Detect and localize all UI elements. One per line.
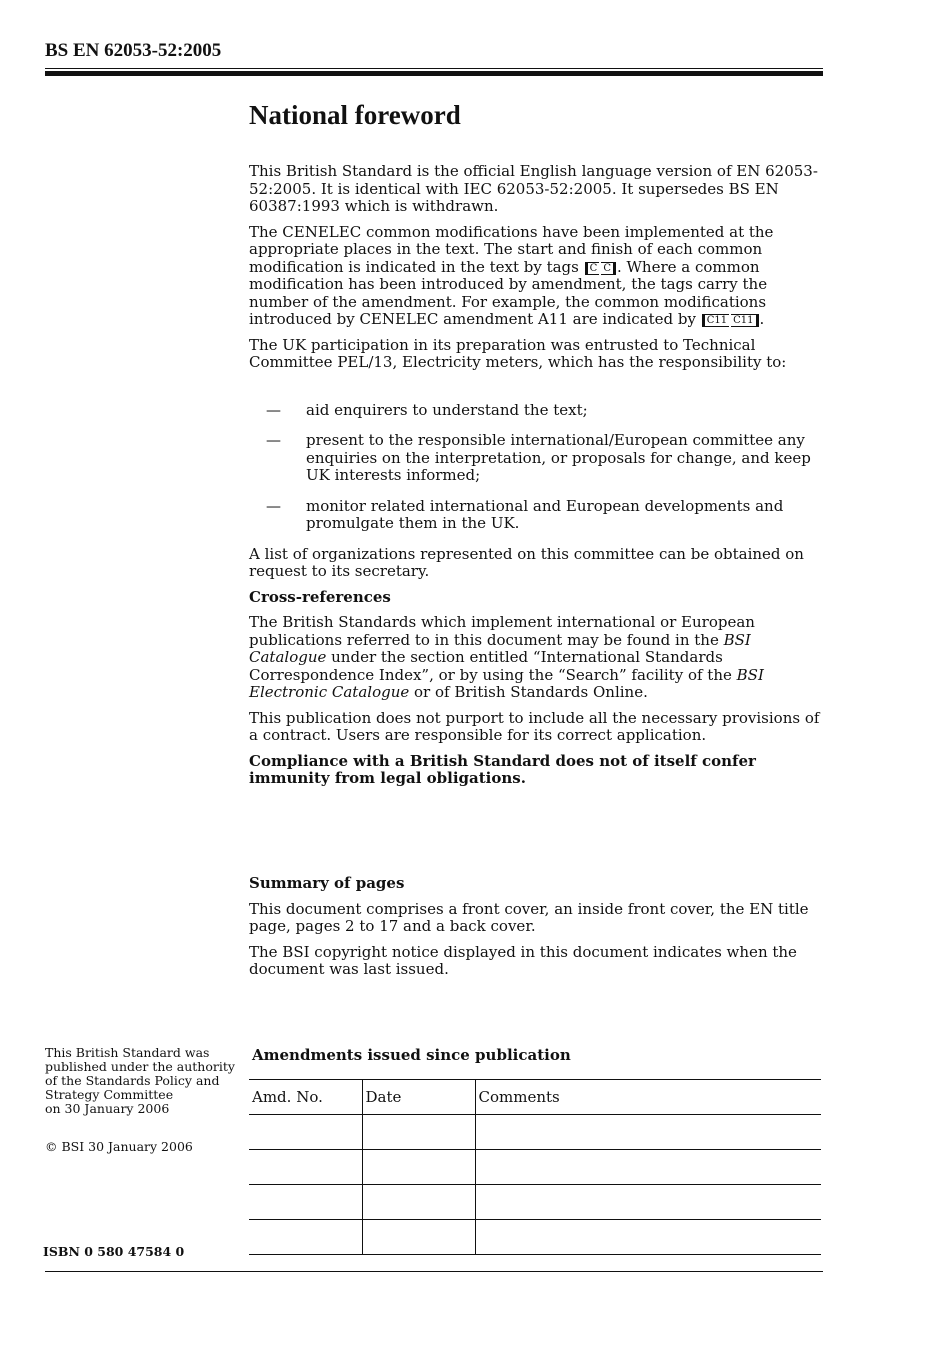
copyright-notice-paragraph: The BSI copyright notice displayed in this document indicates when the document was last issued. [249,942,797,978]
isbn: ISBN 0 580 47584 0 [43,1244,185,1259]
dash-bullet: — [266,496,281,515]
tag-c11-close: C11 [731,314,758,327]
tag-c-open: C [585,262,600,275]
amendments-table [249,1079,821,1255]
column-header-comments: Comments [475,1080,821,1115]
tag-c-close: C [601,262,616,275]
column-header-date: Date [362,1080,475,1115]
header-rule-thick [45,71,823,76]
foreword-body [249,163,823,796]
header-rule-thin [45,68,823,69]
responsibility-list [249,402,823,533]
page-title: National foreword [249,100,461,130]
publication-note: This British Standard was published under the authority of the Standards Policy and Strategy Committee on 30 January 2006 [45,1045,235,1116]
document-standard-id: BS EN 62053-52:2005 [45,40,222,61]
dash-bullet: — [266,431,281,449]
organizations-paragraph: A list of organizations represented on this committee can be obtained on request to its secretary. [249,544,804,580]
tag-c11-open: C11 [702,314,729,327]
summary-heading: Summary of pages [249,874,405,892]
bsi-electronic-catalogue-title: BSI Electronic Catalogue [249,665,764,701]
cenelec-paragraph: The CENELEC common modifications have been implemented at the appropriate places in the text. The start and finish of each common modification is indicated in the text by tags C C . Where a common modification has been introduced by amendment, the tags carry the number of the amendment. For example, the common modifications introduced by CENELEC amendment A11 are indicated by C11 C11 . [249,222,774,328]
table-row [249,1150,821,1185]
summary-pages-paragraph: This document comprises a front cover, an inside front cover, the EN title page, pages 2 to 17 and a back cover. [249,899,809,935]
list-item: — monitor related international and European developments and promulgate them in the UK. [266,496,784,532]
table-row [249,1220,821,1255]
table-row [249,1185,821,1220]
compliance-statement: Compliance with a British Standard does not of itself confer immunity from legal obligations. [249,751,756,787]
table-row [249,1115,821,1150]
cross-references-paragraph: The British Standards which implement international or European publications referred to in this document may be found in the BSI Catalogue under the section entitled “International Standards Correspondence Index”, or by using the “Search” facility of the BSI Electronic Catalogue or of British Standards Online. [249,613,764,701]
cross-references-heading: Cross-references [249,587,391,606]
provisions-paragraph: This publication does not purport to include all the necessary provisions of a contract. Users are responsible for its correct application. [249,708,820,744]
column-header-amd-no: Amd. No. [249,1080,362,1115]
table-header-row [249,1080,821,1115]
uk-participation-paragraph: The UK participation in its preparation was entrusted to Technical Committee PEL/13, Electricity meters, which has the responsibility to: [249,335,787,371]
list-item: — aid enquirers to understand the text; [266,400,588,419]
dash-bullet: — [266,400,281,419]
amendments-title: Amendments issued since publication [252,1046,571,1064]
copyright-date: © BSI 30 January 2006 [45,1139,193,1154]
bsi-catalogue-title: BSI Catalogue [249,630,751,666]
summary-section [249,875,823,987]
list-item: — present to the responsible international/European committee any enquiries on the interpretation, or proposals for change, and keep UK interests informed; [266,431,811,484]
footer-rule [45,1271,823,1272]
intro-paragraph: This British Standard is the official English language version of EN 62053-52:2005. It is identical with IEC 62053-52:2005. It supersedes BS EN 60387:1993 which is withdrawn. [249,162,818,215]
